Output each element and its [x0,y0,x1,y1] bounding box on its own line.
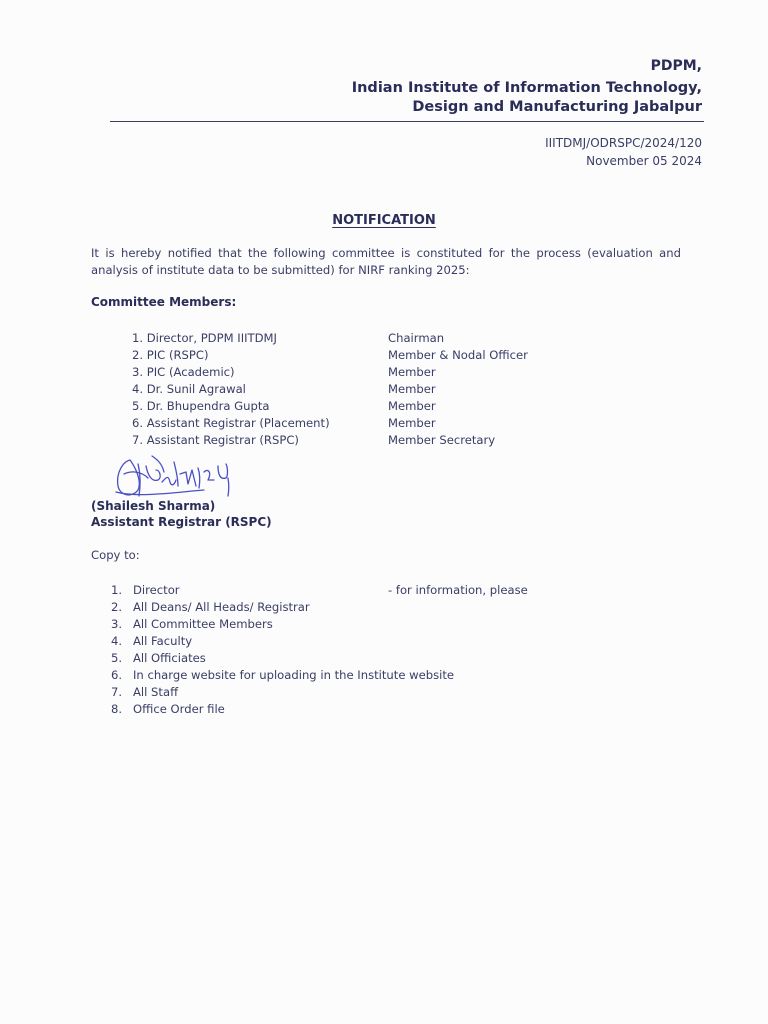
member-role: Member [388,399,436,413]
copy-to-recipient: All Officiates [133,651,206,665]
copy-to-item [108,616,568,633]
member-role: Member [388,382,436,396]
copy-to-number: 2. [110,600,122,614]
member-role: Member & Nodal Officer [388,348,528,362]
member-name: 1. Director, PDPM IIITDMJ [132,331,277,345]
copy-to-recipient: All Committee Members [133,617,273,631]
copy-to-item [108,582,568,599]
copy-to-number: 7. [110,685,122,699]
copy-to-recipient: All Deans/ All Heads/ Registrar [133,600,310,614]
member-name: 6. Assistant Registrar (Placement) [132,416,330,430]
copy-to-number: 4. [110,634,122,648]
copy-to-recipient: Director [133,583,180,597]
member-row [132,347,572,364]
header-institute-line1: Indian Institute of Information Technology, [351,80,702,96]
copy-to-item [108,599,568,616]
member-name: 7. Assistant Registrar (RSPC) [132,433,299,447]
notification-title: NOTIFICATION [332,213,436,228]
copy-to-item [108,650,568,667]
copy-to-item [108,701,568,718]
copy-to-note: - for information, please [388,583,528,597]
header-divider [110,121,704,122]
copy-to-list [108,582,568,718]
copy-to-number: 3. [110,617,122,631]
member-row [132,330,572,347]
signatory-name: (Shailesh Sharma) [91,499,216,513]
header-org: PDPM, [650,58,702,74]
member-row [132,432,572,449]
copy-to-recipient: All Faculty [133,634,193,648]
member-name: 3. PIC (Academic) [132,365,235,379]
member-row [132,398,572,415]
committee-members-list [132,330,572,449]
copy-to-number: 1. [110,583,122,597]
signatory-designation: Assistant Registrar (RSPC) [91,515,272,529]
copy-to-item [108,633,568,650]
member-role: Member [388,365,436,379]
copy-to-number: 6. [110,668,122,682]
member-role: Member Secretary [388,433,496,447]
intro-paragraph: It is hereby notified that the following committee is constituted for the process (evaluation and analysis of institute data to be submitted) for NIRF ranking 2025: [91,246,681,277]
copy-to-number: 8. [110,702,122,716]
member-name: 2. PIC (RSPC) [132,348,209,362]
copy-to-recipient: All Staff [133,685,179,699]
copy-to-item [108,684,568,701]
copy-to-label: Copy to: [91,548,140,562]
member-row [132,415,572,432]
reference-number: IIITDMJ/ODRSPC/2024/120 [545,136,702,150]
header-institute-line2: Design and Manufacturing Jabalpur [412,99,702,115]
committee-heading: Committee Members: [91,295,237,309]
member-role: Chairman [388,331,445,345]
member-row [132,381,572,398]
copy-to-recipient: In charge website for uploading in the Institute website [133,668,455,682]
member-role: Member [388,416,436,430]
member-name: 4. Dr. Sunil Agrawal [132,382,246,396]
reference-date: November 05 2024 [586,154,702,168]
copy-to-recipient: Office Order file [133,702,225,716]
member-name: 5. Dr. Bhupendra Gupta [132,399,270,413]
member-row [132,364,572,381]
handwritten-signature [108,452,248,504]
copy-to-item [108,667,568,684]
copy-to-number: 5. [110,651,122,665]
